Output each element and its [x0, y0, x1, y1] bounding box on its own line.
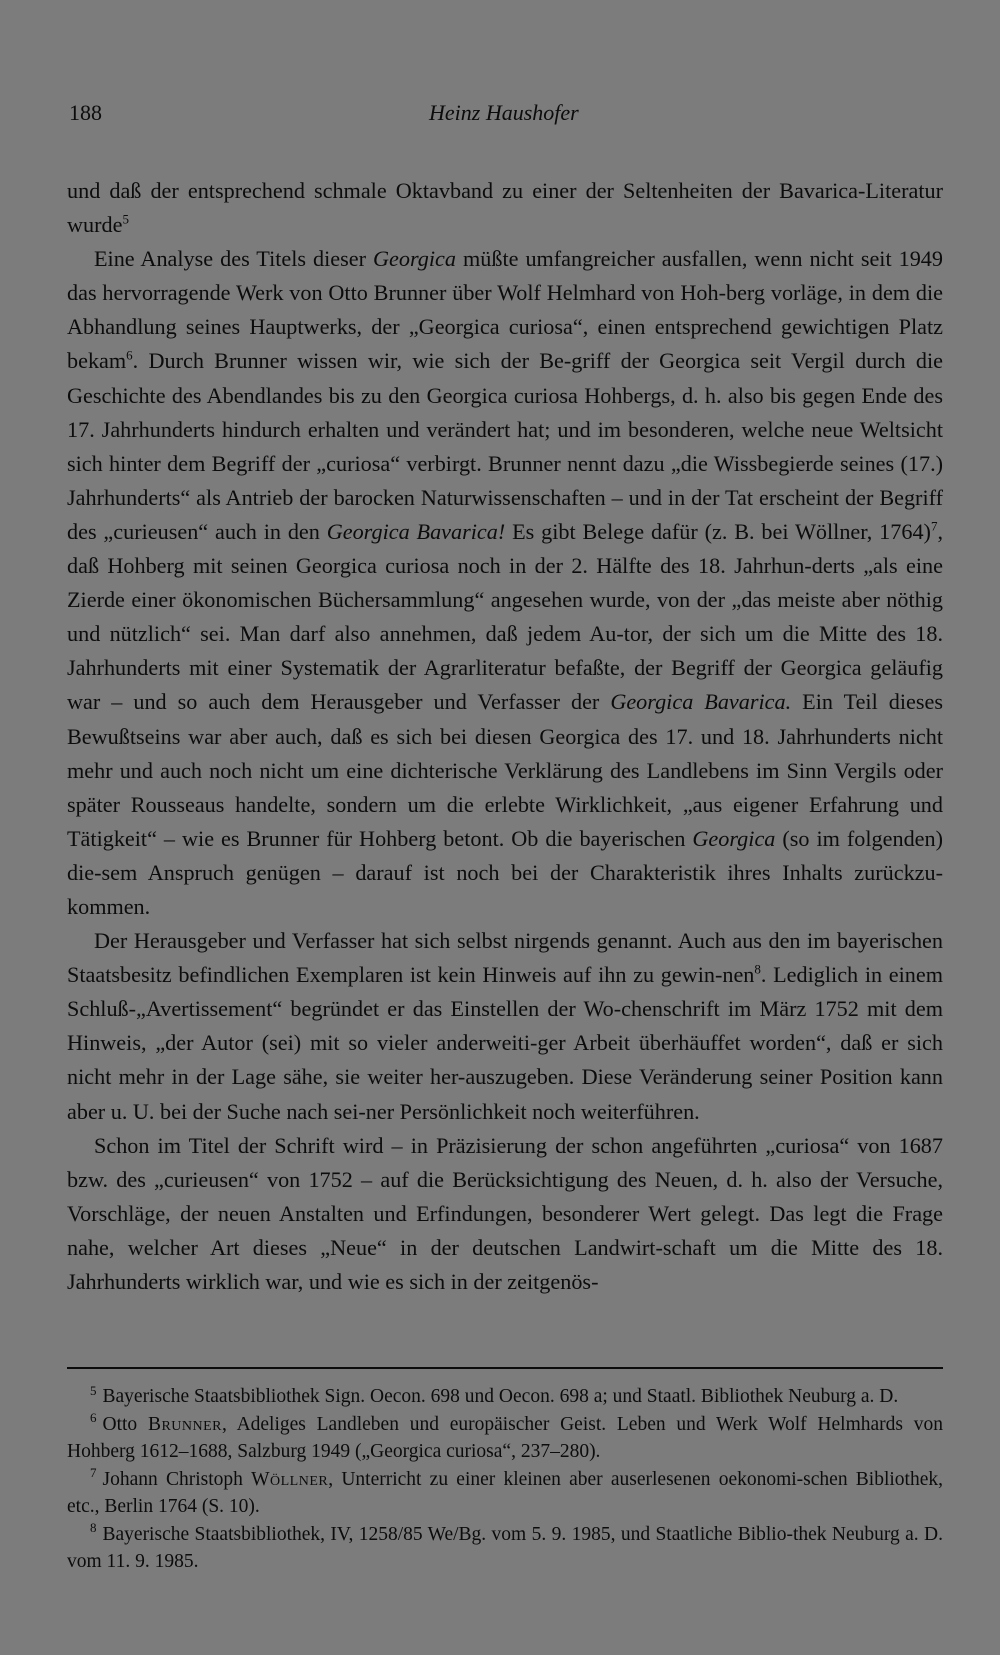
paragraph-4: [67, 1129, 943, 1299]
italic-title: Georgica Bavarica.: [610, 689, 792, 715]
body-text: [67, 174, 943, 1299]
text-segment: , daß Hohberg mit seinen Georgica curiosa noch in der 2. Hälfte des 18. Jahrhun-derts „als eine Zierde einer ökonomischen Büchersammlung“ angesehen wurde, von der „das meiste aber nöthig und nützlich“ sei. Man darf also annehmen, daß jedem Au-tor, der sich um die Mitte des 18. Jahrhunderts mit einer Systematik der Agrarliteratur befaßte, der Begriff der Georgica geläufig war – und so auch dem Herausgeber und Verfasser der: [67, 518, 943, 715]
paragraph-3: [67, 924, 943, 1129]
text-segment: Ein Teil dieses Bewußtseins war aber auch, daß es sich bei diesen Georgica des 17. und 18. Jahrhunderts nicht mehr und auch noch nicht um eine dichterische Verklärung des Landlebens im Sinn Vergils oder später Rousseaus handelte, sondern um die erlebte Wirklichkeit, „aus eigener Erfahrung und Tätigkeit“ – wie es Brunner für Hohberg betont. Ob die bayerischen: [67, 689, 943, 851]
page-header: [69, 100, 939, 130]
text-segment: . Lediglich in einem Schluß-„Avertissement“ begründet er das Einstellen der Wo-chenschrift im März 1752 mit dem Hinweis, „der Autor (sei) mit so vieler anderweiti-ger Arbeit überhäuffet worden“, daß er sich nicht mehr in der Lage sähe, sie weiter her-auszugeben. Diese Veränderung seiner Position kann aber u. U. bei der Suche nach sei-ner Persönlichkeit noch weiterführen.: [67, 962, 943, 1124]
footnote-text: Otto: [102, 1413, 148, 1435]
running-head: Heinz Haushofer: [429, 100, 579, 125]
footnote-ref: 5: [122, 211, 129, 227]
page-number: 188: [69, 100, 102, 125]
italic-title: Georgica: [373, 246, 456, 272]
footnote-ref: 6: [126, 348, 133, 364]
text-segment: Schon im Titel der Schrift wird – in Präzisierung der schon angeführten „curiosa“ von 1687 bzw. des „curieusen“ von 1752 – auf die Berücksichtigung des Neuen, d. h. also der Versuche, Vorschläge, der neuen Anstalten und Erfindungen, besonderer Wert gelegt. Das legt die Frage nahe, welcher Art dieses „Neue“ in der deutschen Landwirt-schaft um die Mitte des 18. Jahrhunderts wirklich war, und wie es sich in der zeitgenös-: [67, 1132, 943, 1294]
paragraph-1: [67, 174, 943, 242]
text-segment: . Durch Brunner wissen wir, wie sich der Be-griff der Georgica seit Vergil durch die Geschichte des Abendlandes bis zu den Georgica curiosa Hohbergs, d. h. also bis gegen Ende des 17. Jahrhunderts hindurch erhalten und verändert hat; und im besonderen, welche neue Weltsicht sich hinter dem Begriff der „curiosa“ verbirgt. Brunner nennt dazu „die Wissbegierde seines (17.) Jahrhunderts“ als Antrieb der barocken Naturwissenschaften – und in der Tat erscheint der Begriff des „curieusen“ auch in den: [67, 348, 943, 544]
footnote-text: Bayerische Staatsbibliothek, IV, 1258/85 We/Bg. vom 5. 9. 1985, und Staatliche Biblio-thek Neuburg a. D. vom 11. 9. 1985.: [67, 1523, 943, 1572]
footnote-ref: 7: [930, 518, 938, 534]
footnote-8: [67, 1521, 943, 1576]
footnotes: [67, 1383, 943, 1576]
footnote-7: [67, 1466, 943, 1521]
footnote-text: , Adeliges Landleben und europäischer Geist. Leben und Werk Wolf Helmhards von Hohberg 1612–1688, Salzburg 1949 („Georgica curiosa“, 237–280).: [67, 1413, 943, 1462]
footnote-text: Bayerische Staatsbibliothek Sign. Oecon. 698 und Oecon. 698 a; und Staatl. Bibliothek Neuburg a. D.: [102, 1386, 899, 1407]
text-segment: und daß der entsprechend schmale Oktavband zu einer der Seltenheiten der Bavarica-Literatur wurde: [67, 178, 943, 238]
footnote-5: [67, 1383, 943, 1411]
footnote-6: [67, 1411, 943, 1466]
footnote-number: 5: [90, 1382, 97, 1398]
footnote-number: 8: [90, 1520, 97, 1535]
author-name: Wöllner: [251, 1468, 329, 1490]
footnote-number: 6: [90, 1410, 97, 1425]
footnote-ref: 8: [754, 961, 761, 977]
footnote-number: 7: [90, 1465, 97, 1480]
text-segment: Eine Analyse des Titels dieser: [94, 246, 374, 272]
text-segment: (so im folgenden) die-sem Anspruch genügen – darauf ist noch bei der Charakteristik ihres Inhalts zurückzu-kommen.: [67, 825, 943, 919]
italic-title: Georgica: [692, 825, 776, 851]
text-segment: Der Herausgeber und Verfasser hat sich selbst nirgends genannt. Auch aus den im bayerischen Staatsbesitz befindlichen Exemplaren ist kein Hinweis auf ihn zu gewin-nen: [67, 928, 943, 988]
text-segment: müßte umfangreicher ausfallen, wenn nicht seit 1949 das hervorragende Werk von Otto Brunner über Wolf Helmhard von Hoh-berg vorläge, in dem die Abhandlung seines Hauptwerks, der „Georgica curiosa“, einen entsprechend gewichtigen Platz bekam: [67, 246, 943, 374]
italic-title: Georgica Bavarica!: [326, 518, 506, 544]
footnote-text: Johann Christoph: [102, 1468, 252, 1490]
text-segment: Es gibt Belege dafür (z. B. bei Wöllner, 1764): [505, 518, 931, 544]
footnote-text: , Unterricht zu einer kleinen aber auserlesenen oekonomi-schen Bibliothek, etc., Berlin 1764 (S. 10).: [67, 1468, 943, 1517]
author-name: Brunner: [147, 1413, 223, 1435]
paragraph-2: [67, 242, 943, 924]
footnote-divider: [67, 1367, 943, 1369]
